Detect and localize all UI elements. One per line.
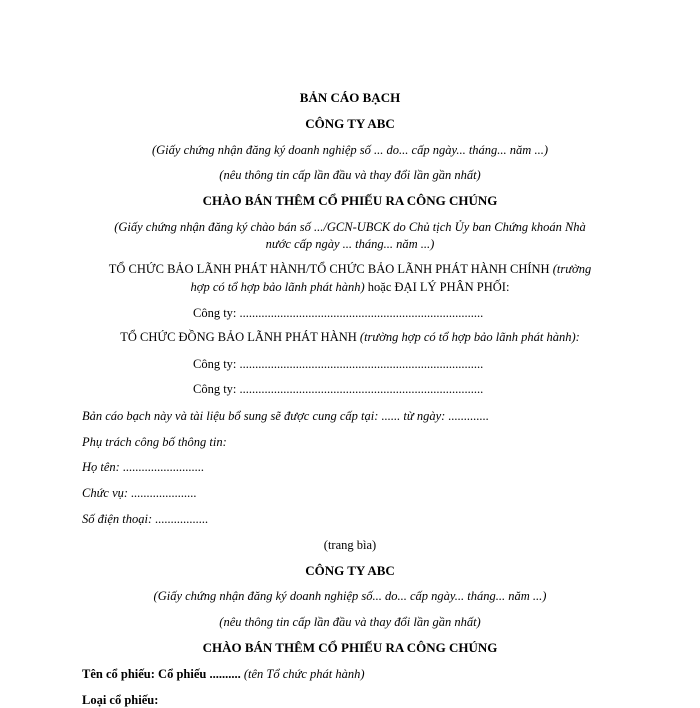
co-underwriter-company-line-1: Công ty: .............................................................................. [193, 357, 484, 371]
cover-cert-note-line: (nêu thông tin cấp lần đầu và thay đổi lần gần nhất) [219, 615, 481, 629]
supply-info-line: Bản cáo bạch này và tài liệu bổ sung sẽ được cung cấp tại: ...... từ ngày: ............. [82, 409, 490, 423]
underwriter-heading-line-1 [0, 261, 700, 277]
underwriter-heading-agent: ĐẠI LÝ PHÂN PHỐI: [394, 280, 510, 294]
business-cert-line: (Giấy chứng nhận đăng ký doanh nghiệp số ... do... cấp ngày... tháng... năm ...) [151, 143, 548, 157]
prospectus-title: BẢN CÁO BẠCH [299, 90, 401, 105]
cover-label: (trang bìa) [323, 538, 377, 552]
underwriter-heading-note-2: hợp có tổ hợp bảo lãnh phát hành) [190, 280, 365, 294]
co-underwriter-heading-note: (trường hợp có tổ hợp bảo lãnh phát hành): [359, 330, 580, 344]
underwriter-heading-or: hoặc [367, 280, 392, 294]
disclosure-name: Họ tên: .......................... [82, 460, 205, 474]
offer-title: CHÀO BÁN THÊM CỔ PHIẾU RA CÔNG CHÚNG [202, 193, 498, 208]
cover-business-cert-line: (Giấy chứng nhận đăng ký doanh nghiệp số... do... cấp ngày... tháng... năm ...) [153, 589, 547, 603]
cert-note-line: (nêu thông tin cấp lần đầu và thay đổi lần gần nhất) [219, 168, 481, 182]
underwriter-heading-note-1: (trường [552, 262, 592, 276]
disclosure-position: Chức vụ: ..................... [82, 486, 197, 500]
underwriter-heading-line-2 [0, 279, 700, 295]
stock-name-line [82, 666, 365, 682]
disclosure-phone: Số điện thoại: ................. [82, 512, 209, 526]
stock-name-label: Tên cổ phiếu: Cổ phiếu .......... [82, 667, 241, 681]
offer-cert-line-2: nước cấp ngày ... tháng... năm ...) [265, 237, 435, 251]
underwriter-heading-main: TỔ CHỨC BẢO LÃNH PHÁT HÀNH/TỔ CHỨC BẢO LÃNH PHÁT HÀNH CHÍNH [108, 262, 550, 276]
stock-name-note: (tên Tổ chức phát hành) [243, 667, 365, 681]
co-underwriter-heading-main: TỔ CHỨC ĐỒNG BẢO LÃNH PHÁT HÀNH [120, 330, 357, 344]
cover-offer-title: CHÀO BÁN THÊM CỔ PHIẾU RA CÔNG CHÚNG [202, 640, 498, 655]
underwriter-company-line: Công ty: .............................................................................. [193, 306, 484, 320]
company-name: CÔNG TY ABC [305, 116, 395, 131]
co-underwriter-heading [0, 329, 700, 345]
offer-cert-line-1: (Giấy chứng nhận đăng ký chào bán số .../GCN-UBCK do Chủ tịch Ủy ban Chứng khoán Nhà [114, 220, 586, 234]
cover-company-name: CÔNG TY ABC [305, 563, 395, 578]
co-underwriter-company-line-2: Công ty: .............................................................................. [193, 382, 484, 396]
disclosure-heading: Phụ trách công bố thông tin: [82, 435, 227, 449]
stock-type-label: Loại cổ phiếu: [82, 693, 159, 707]
